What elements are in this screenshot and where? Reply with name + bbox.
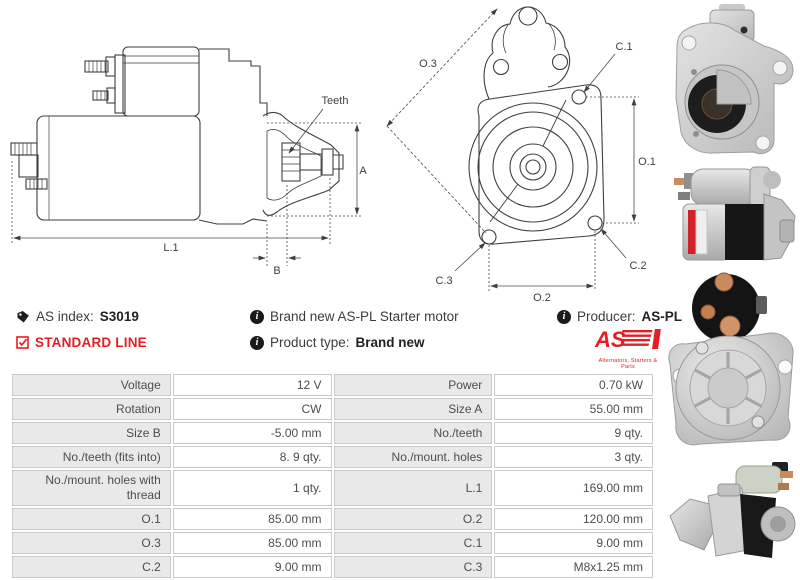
spec-label: C.2	[12, 556, 171, 578]
side-view-drawing	[5, 3, 367, 303]
table-row	[12, 374, 653, 396]
producer-value: AS-PL	[641, 309, 683, 324]
spec-label: Power	[334, 374, 493, 396]
spec-label: No./mount. holes	[334, 446, 493, 468]
spec-value: 9.00 mm	[173, 556, 332, 578]
spec-value: 3 qty.	[494, 446, 653, 468]
dim-label-a: A	[359, 165, 367, 177]
as-index-label: AS index:	[36, 309, 94, 324]
tag-icon	[16, 310, 30, 324]
spec-value: 120.00 mm	[494, 508, 653, 530]
info-icon: i	[250, 310, 264, 324]
spec-value: 9 qty.	[494, 422, 653, 444]
brand-new-text: Brand new AS-PL Starter motor	[270, 309, 459, 324]
spec-label: No./teeth	[334, 422, 493, 444]
dim-label-c2: C.2	[629, 260, 647, 272]
table-row	[12, 446, 653, 468]
as-pl-logo-mark	[593, 328, 663, 352]
spec-label: L.1	[334, 470, 493, 506]
table-row	[12, 556, 653, 578]
spec-label: Rotation	[12, 398, 171, 420]
dim-label-l1: L.1	[163, 242, 179, 254]
spec-value: CW	[173, 398, 332, 420]
spec-label: No./mount. holes with thread	[12, 470, 171, 506]
table-row	[12, 398, 653, 420]
spec-label: O.3	[12, 532, 171, 554]
table-row	[12, 508, 653, 530]
spec-value: 12 V	[173, 374, 332, 396]
spec-label: No./teeth (fits into)	[12, 446, 171, 468]
spec-label: Size A	[334, 398, 493, 420]
spec-label: C.1	[334, 532, 493, 554]
as-index-value: S3019	[99, 309, 139, 324]
spec-value: 85.00 mm	[173, 532, 332, 554]
spec-label: O.2	[334, 508, 493, 530]
producer-label: Producer:	[577, 309, 636, 324]
standard-line-badge	[16, 335, 147, 350]
dim-label-c1: C.1	[615, 41, 633, 53]
table-row	[12, 532, 653, 554]
as-pl-logo	[592, 328, 664, 370]
dim-label-b: B	[273, 265, 281, 277]
spec-table	[10, 372, 655, 580]
table-row	[12, 422, 653, 444]
as-index	[16, 309, 139, 324]
spec-value: 8. 9 qty.	[173, 446, 332, 468]
front-view-drawing	[358, 3, 660, 305]
dim-label-teeth: Teeth	[321, 95, 349, 107]
standard-line-label: STANDARD LINE	[35, 335, 147, 350]
spec-value: 0.70 kW	[494, 374, 653, 396]
starter-front-flange-photo[interactable]	[664, 2, 799, 158]
dim-label-o3: O.3	[419, 58, 437, 70]
as-pl-logo-text: AS	[595, 328, 626, 352]
dim-label-o1: O.1	[638, 156, 656, 168]
spec-value: -5.00 mm	[173, 422, 332, 444]
spec-value: 9.00 mm	[494, 532, 653, 554]
spec-value: M8x1.25 mm	[494, 556, 653, 578]
product-photo-gallery	[663, 2, 800, 572]
spec-table-container	[10, 372, 655, 580]
info-icon: i	[250, 336, 264, 350]
spec-label: Voltage	[12, 374, 171, 396]
dim-label-o2: O.2	[533, 292, 551, 304]
table-row	[12, 470, 653, 506]
starter-side-view-photo[interactable]	[664, 162, 799, 264]
spec-value: 1 qty.	[173, 470, 332, 506]
product-type-label: Product type:	[270, 335, 350, 350]
info-icon: i	[557, 310, 571, 324]
spec-label: Size B	[12, 422, 171, 444]
checked-checkbox-icon	[16, 336, 29, 349]
brand-new-info	[250, 309, 459, 324]
dim-label-c3: C.3	[435, 275, 453, 287]
as-pl-logo-subtitle: Alternators, Starters & Parts	[598, 358, 658, 370]
product-type-value: Brand new	[355, 335, 425, 350]
spec-label: O.1	[12, 508, 171, 530]
starter-rear-solenoid-photo[interactable]	[664, 268, 799, 450]
spec-value: 55.00 mm	[494, 398, 653, 420]
spec-value: 85.00 mm	[173, 508, 332, 530]
spec-label: C.3	[334, 556, 493, 578]
starter-angled-view-photo[interactable]	[664, 454, 799, 572]
producer-info	[557, 309, 682, 324]
spec-value: 169.00 mm	[494, 470, 653, 506]
product-type-info	[250, 335, 425, 350]
